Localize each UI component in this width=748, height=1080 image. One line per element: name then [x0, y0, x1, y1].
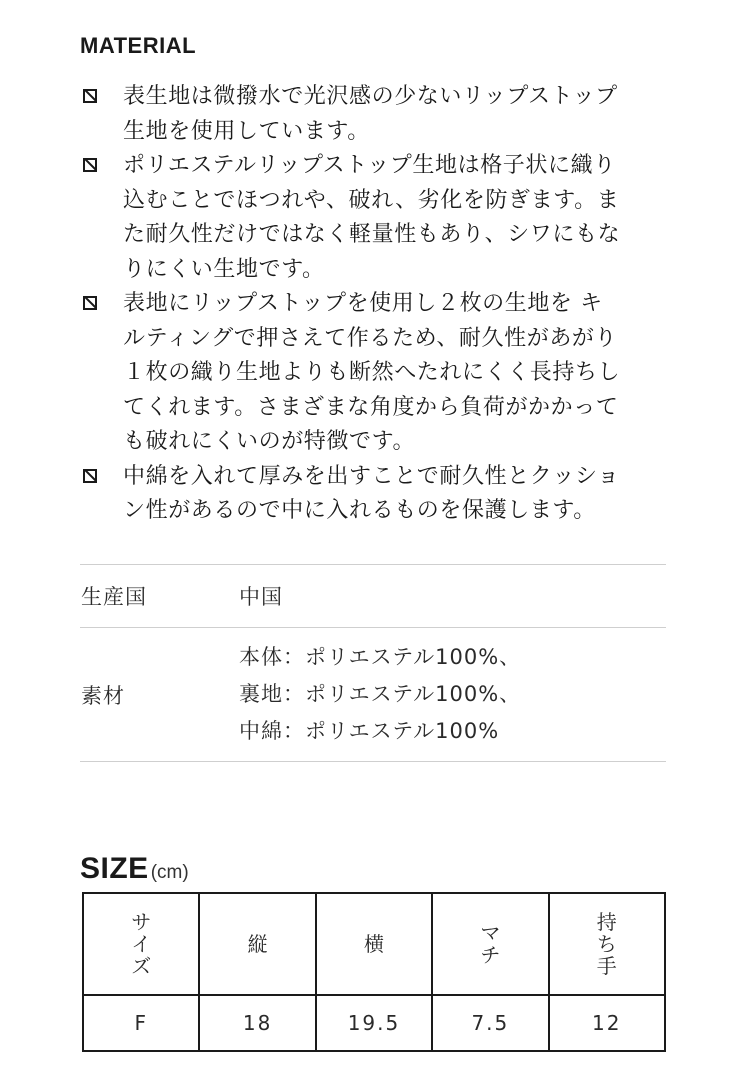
value-width: 19.5 — [316, 995, 432, 1051]
size-header-cell — [199, 893, 315, 995]
size-header-row — [83, 893, 665, 995]
value-handle: 12 — [549, 995, 665, 1051]
material-bullet-item — [80, 149, 670, 287]
origin-value: 中国 — [238, 565, 666, 628]
header-length: 縦 — [247, 932, 268, 956]
size-table — [82, 892, 666, 1052]
origin-label: 生産国 — [80, 565, 238, 628]
header-gusset: マ チ — [480, 920, 501, 967]
size-value-row — [83, 995, 665, 1051]
material-bullet-item — [80, 80, 670, 149]
size-heading — [80, 852, 189, 886]
material-label: 素材 — [80, 628, 238, 762]
checkbox-slash-icon — [83, 158, 97, 172]
origin-row — [80, 565, 666, 628]
bullet-text: ポリエステルリップストップ生地は格子状に織り 込むことでほつれや、破れ、劣化を防ぎます。ま た耐久性だけではなく軽量性もあり、シワにもな りにくい生地です。 — [123, 153, 621, 282]
size-header-cell — [316, 893, 432, 995]
checkbox-slash-icon — [83, 296, 97, 310]
material-heading: MATERIAL — [80, 33, 197, 58]
bullet-text: 表生地は微撥水で光沢感の少ないリップストップ 生地を使用しています。 — [123, 84, 618, 144]
value-size: F — [83, 995, 199, 1051]
header-size: サ イ ズ — [131, 909, 152, 978]
material-composition: 本体：ポリエステル100%、 裏地：ポリエステル100%、 中綿：ポリエステル100% — [239, 645, 522, 743]
bullet-text: 表地にリップストップを使用し２枚の生地を キ ルティングで押さえて作るため、耐久性があがり １枚の織り生地よりも断然へたれにくく長持ちし てくれます。さまざまな角度から負荷がかかって も破れにくいのが特徴です。 — [123, 291, 621, 454]
header-handle: 持 ち 手 — [596, 909, 617, 978]
bullet-text: 中綿を入れて厚みを出すことで耐久性とクッショ ン性があるので中に入れるものを保護します。 — [123, 463, 620, 523]
size-title: SIZE — [80, 852, 149, 885]
checkbox-slash-icon — [83, 469, 97, 483]
material-bullet-item — [80, 460, 670, 529]
product-info-table — [80, 564, 666, 762]
material-bullet-item — [80, 287, 670, 460]
material-bullet-list — [80, 80, 670, 529]
size-header-cell — [83, 893, 199, 995]
value-length: 18 — [199, 995, 315, 1051]
size-header-cell — [549, 893, 665, 995]
size-unit: (cm) — [150, 862, 189, 883]
size-header-cell — [432, 893, 548, 995]
value-gusset: 7.5 — [432, 995, 548, 1051]
material-row — [80, 628, 666, 762]
material-value — [238, 628, 666, 762]
checkbox-slash-icon — [83, 89, 97, 103]
header-width: 横 — [363, 932, 384, 956]
